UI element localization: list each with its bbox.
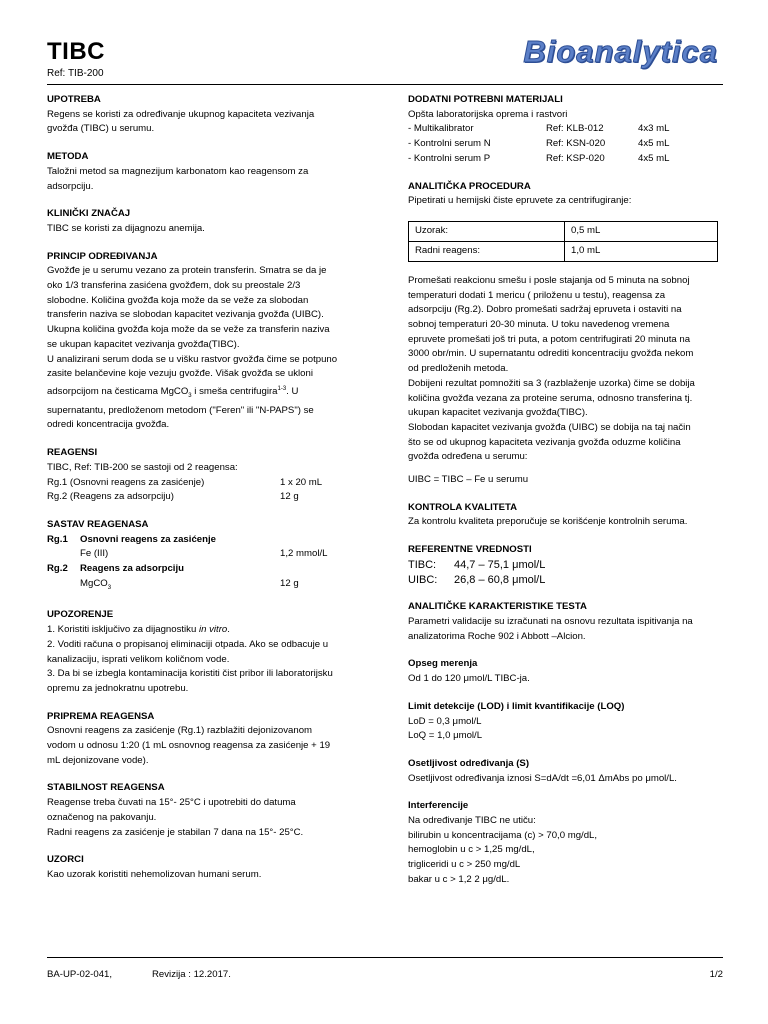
material-row [408,152,723,167]
reference-value-row [408,558,723,573]
ref-name: TIBC: [408,558,437,571]
component-name: Fe (III) [80,548,109,560]
composition-header [47,533,382,548]
text-line: trigliceridi u c > 250 mg/dL [408,859,521,871]
composition-row [47,577,382,596]
heading-reagensi: REAGENSI [47,447,98,459]
heading-klinicki: KLINIČKI ZNAČAJ [47,208,131,220]
text-line: TIBC se koristi za dijagnozu anemija. [47,222,205,234]
text-line: analizatorima Roche 902 i Abbott –Alcion. [408,630,586,642]
text-line: što se od ukupnog kapaciteta vezivanja gvožđa oduzme količina [408,436,681,448]
text-part: adsorpcijom na česticama MgCO [47,386,189,398]
material-row [408,137,723,152]
text-part: MgCO [80,577,108,589]
text-line: TIBC, Ref: TIB-200 se sastoji od 2 reagensa: [47,461,238,473]
text-line: supernatantu, predloženom metodom ("Feren" ili "N-PAPS") se [47,404,314,416]
text-line: adsorpciju. [47,180,94,192]
text-line: hemoglobin u c > 1,25 mg/dL, [408,844,535,856]
text-line: LoD = 0,3 μmol/L [408,715,482,727]
text-line: bilirubin u koncentracijama (c) > 70,0 mg/dL, [408,829,598,841]
material-ref: Ref: KLB-012 [546,123,604,135]
brand-logo: Bioanalytica [523,34,718,69]
text-line: količina gvožđa vezana za proteine seruma, odnosno transferina tj. [408,392,693,404]
table-row [409,221,718,241]
ref-name: UIBC: [408,573,438,586]
text-line: transferin naziva se slobodan kapacitet vezivanja gvožđa (UIBC). [47,309,324,321]
footer-divider [47,957,723,958]
table-cell: 1,0 mL [565,241,718,261]
material-ref: Ref: KSN-020 [546,138,606,150]
text-part: 1. Koristiti isključivo za dijagnostiku [47,624,199,636]
component-value: 1,2 mmol/L [280,548,328,560]
heading-osetljivost: Osetljivost određivanja (S) [408,757,530,769]
footer-doc-id: BA-UP-02-041, [47,969,113,980]
text-line: adsorpciju (Rg.2). Dobro promešati sadržaj epruveta i ostaviti na [408,304,682,316]
footer-revision: Revizija : 12.2017. [152,969,231,980]
reagent-qty: 1 x 20 mL [280,476,323,488]
text-line: LoQ = 1,0 μmol/L [408,730,483,742]
heading-stabilnost: STABILNOST REAGENSA [47,782,165,794]
text-line: Opšta laboratorijska oprema i rastvori [408,108,568,120]
material-row [408,122,723,137]
ref-range: 44,7 – 75,1 μmol/L [454,558,546,571]
material-name: - Kontrolni serum N [408,138,491,150]
table-cell: 0,5 mL [565,221,718,241]
text-line: U analizirani serum doda se u višku rastvor gvožđa čime se potpuno [47,353,338,365]
text-line: mL dejonizovane vode). [47,754,149,766]
text-line: Osnovni reagens za zasićenje (Rg.1) razblažiti dejonizovanom [47,725,313,737]
upotreba-text [47,108,382,137]
heading-referentne: REFERENTNE VREDNOSTI [408,544,532,556]
spacer [47,577,80,596]
text-part: . U [286,386,299,398]
reagent-code: Rg.2 [47,563,68,575]
reagent-name: Rg.1 (Osnovni reagens za zasićenje) [47,476,205,488]
component-value: 12 g [280,577,299,589]
text-line: Dobijeni rezultat pomnožiti sa 3 (razblaženje uzorka) čime se dobija [408,377,695,389]
footer-page-number: 1/2 [709,969,723,980]
text-line: ukupan kapacitet vezivanja gvožđa(TIBC). [408,407,588,419]
header-divider [47,84,723,85]
heading-procedura: ANALITIČKA PROCEDURA [408,180,531,192]
composition-row [47,547,382,562]
text-part: i smeša centrifugira [191,386,278,398]
text-line: vodom u odnosu 1:20 (1 mL osnovnog reagensa za zasićenje + 19 [47,740,331,752]
document-title: TIBC [47,38,105,65]
superscript: 1-3 [277,385,287,392]
text-line [47,623,382,638]
text-line: Regens se koristi za određivanje ukupnog kapaciteta vezivanja [47,108,315,120]
spacer [47,547,80,562]
text-line: Kao uzorak koristiti nehemolizovan humani serum. [47,868,262,880]
reference-code: Ref: TIB-200 [47,68,104,79]
heading-upozorenje: UPOZORENJE [47,609,114,621]
reference-value-row [408,573,723,588]
text-line: Taložni metod sa magnezijum karbonatom kao reagensom za [47,165,309,177]
reagent-name: Rg.2 (Reagens za adsorpciju) [47,491,174,503]
text-line: epruvete promešati još tri puta, a potom centrifugirati 20 minuta na [408,333,691,345]
heading-kontrola: KONTROLA KVALITETA [408,501,518,513]
text-line: se ukupan kapacitet vezivanja gvožđa(TIBC). [47,338,240,350]
text-line: Od 1 do 120 μmol/L TIBC-ja. [408,673,530,685]
material-name: - Multikalibrator [408,123,474,135]
heading-karakteristike: ANALITIČKE KARAKTERISTIKE TESTA [408,601,587,613]
component-name [80,577,280,596]
text-line: slobodne. Količina gvožđa koja može da se veže za slobodan [47,294,309,306]
text-line: Slobodan kapacitet vezivanja gvožđa (UIBC) se dobija na taj način [408,421,691,433]
heading-sastav: SASTAV REAGENASA [47,518,149,530]
material-qty: 4x5 mL [638,138,670,150]
reagent-code: Rg.1 [47,533,68,545]
heading-princip: PRINCIP ODREĐIVANJA [47,250,158,262]
text-line: Pipetirati u hemijski čiste epruvete za centrifugiranje: [408,195,632,207]
text-line: Reagense treba čuvati na 15°- 25°C i upotrebiti do datuma [47,797,296,809]
text-line: Na određivanje TIBC ne utiču: [408,815,536,827]
heading-priprema: PRIPREMA REAGENSA [47,710,155,722]
heading-uzorci: UZORCI [47,854,84,866]
text-line: opremu za jednokratnu upotrebu. [47,682,189,694]
text-line: odredi koncentracija gvožđa. [47,419,170,431]
formula: UIBC = TIBC – Fe u serumu [408,474,529,486]
ref-range: 26,8 – 60,8 μmol/L [454,573,546,586]
reagent-row [47,476,382,491]
text-line: Parametri validacije su izračunati na osnovu rezultata ispitivanja na [408,615,693,627]
reagent-row [47,490,382,505]
text-line: od predloženih metoda. [408,363,509,375]
material-qty: 4x3 mL [638,123,670,135]
subscript: 3 [107,584,112,591]
reagent-qty: 12 g [280,491,299,503]
material-qty: 4x5 mL [638,152,670,164]
material-ref: Ref: KSP-020 [546,152,605,164]
table-row [409,241,718,261]
heading-metoda: METODA [47,151,89,163]
table-cell: Uzorak: [409,221,565,241]
text-italic: in vitro [198,624,228,636]
text-line [47,382,382,404]
text-line: sobnoj temperaturi 20-30 minuta. U toku navedenog vremena [408,319,670,331]
left-column [47,93,382,883]
text-line: 3. Da bi se izbegla kontaminacija koristiti čist pribor ili laboratorijsku [47,668,333,680]
heading-opseg: Opseg merenja [408,658,478,670]
text-line: Za kontrolu kvaliteta preporučuje se korišćenje kontrolnih seruma. [408,516,688,528]
text-line: temperaturi dodati 1 mericu ( priloženu u testu), reagensa za [408,289,666,301]
text-line: označenog na pakovanju. [47,811,157,823]
composition-header [47,562,382,577]
text-line: Ukupna količina gvožđa koja može da se veže za transferin naziva [47,324,330,336]
text-line: Gvožđe je u serumu vezano za protein transferin. Smatra se da je [47,265,327,277]
table-cell: Radni reagens: [409,241,565,261]
text-line: gvožđa (TIBC) u serumu. [47,123,155,135]
text-part: . [227,624,230,636]
text-line: oko 1/3 transferina zasićena gvožđem, dok su preostale 2/3 [47,280,301,292]
text-line: bakar u c > 1,2 2 μg/dL. [408,873,510,885]
text-line: zasite belančevine koje vezuju gvožđe. Višak gvožđa se ukloni [47,368,313,380]
heading-interferencije: Interferencije [408,800,469,812]
text-line: Radni reagens za zasićenje je stabilan 7 dana na 15°- 25°C. [47,826,304,838]
material-name: - Kontrolni serum P [408,152,491,164]
heading-dodatni: DODATNI POTREBNI MATERIJALI [408,94,563,105]
right-column [408,93,723,888]
text-line: gvožđa određena u serumu: [408,451,528,463]
text-line: 2. Voditi računa o propisanoj eliminaciji otpada. Ako se odbacuje u [47,638,329,650]
heading-limit: Limit detekcije (LOD) i limit kvantifikacije (LOQ) [408,700,625,712]
text-line: kanalizaciju, isprati velikom količnom vode. [47,653,230,665]
reagent-title: Osnovni reagens za zasićenje [80,533,216,545]
text-line: 3000 obr/min. U supernatantu odrediti koncentraciju gvožđa nekom [408,348,694,360]
heading-upotreba: UPOTREBA [47,94,101,105]
procedure-table [408,221,718,262]
subscript: 3 [188,393,192,400]
reagent-title: Reagens za adsorpciju [80,563,184,575]
text-line: Promešati reakcionu smešu i posle stajanja od 5 minuta na sobnoj [408,274,690,286]
text-line: Osetljivost određivanja iznosi S=dA/dt =6,01 ΔmAbs po μmol/L. [408,772,677,784]
